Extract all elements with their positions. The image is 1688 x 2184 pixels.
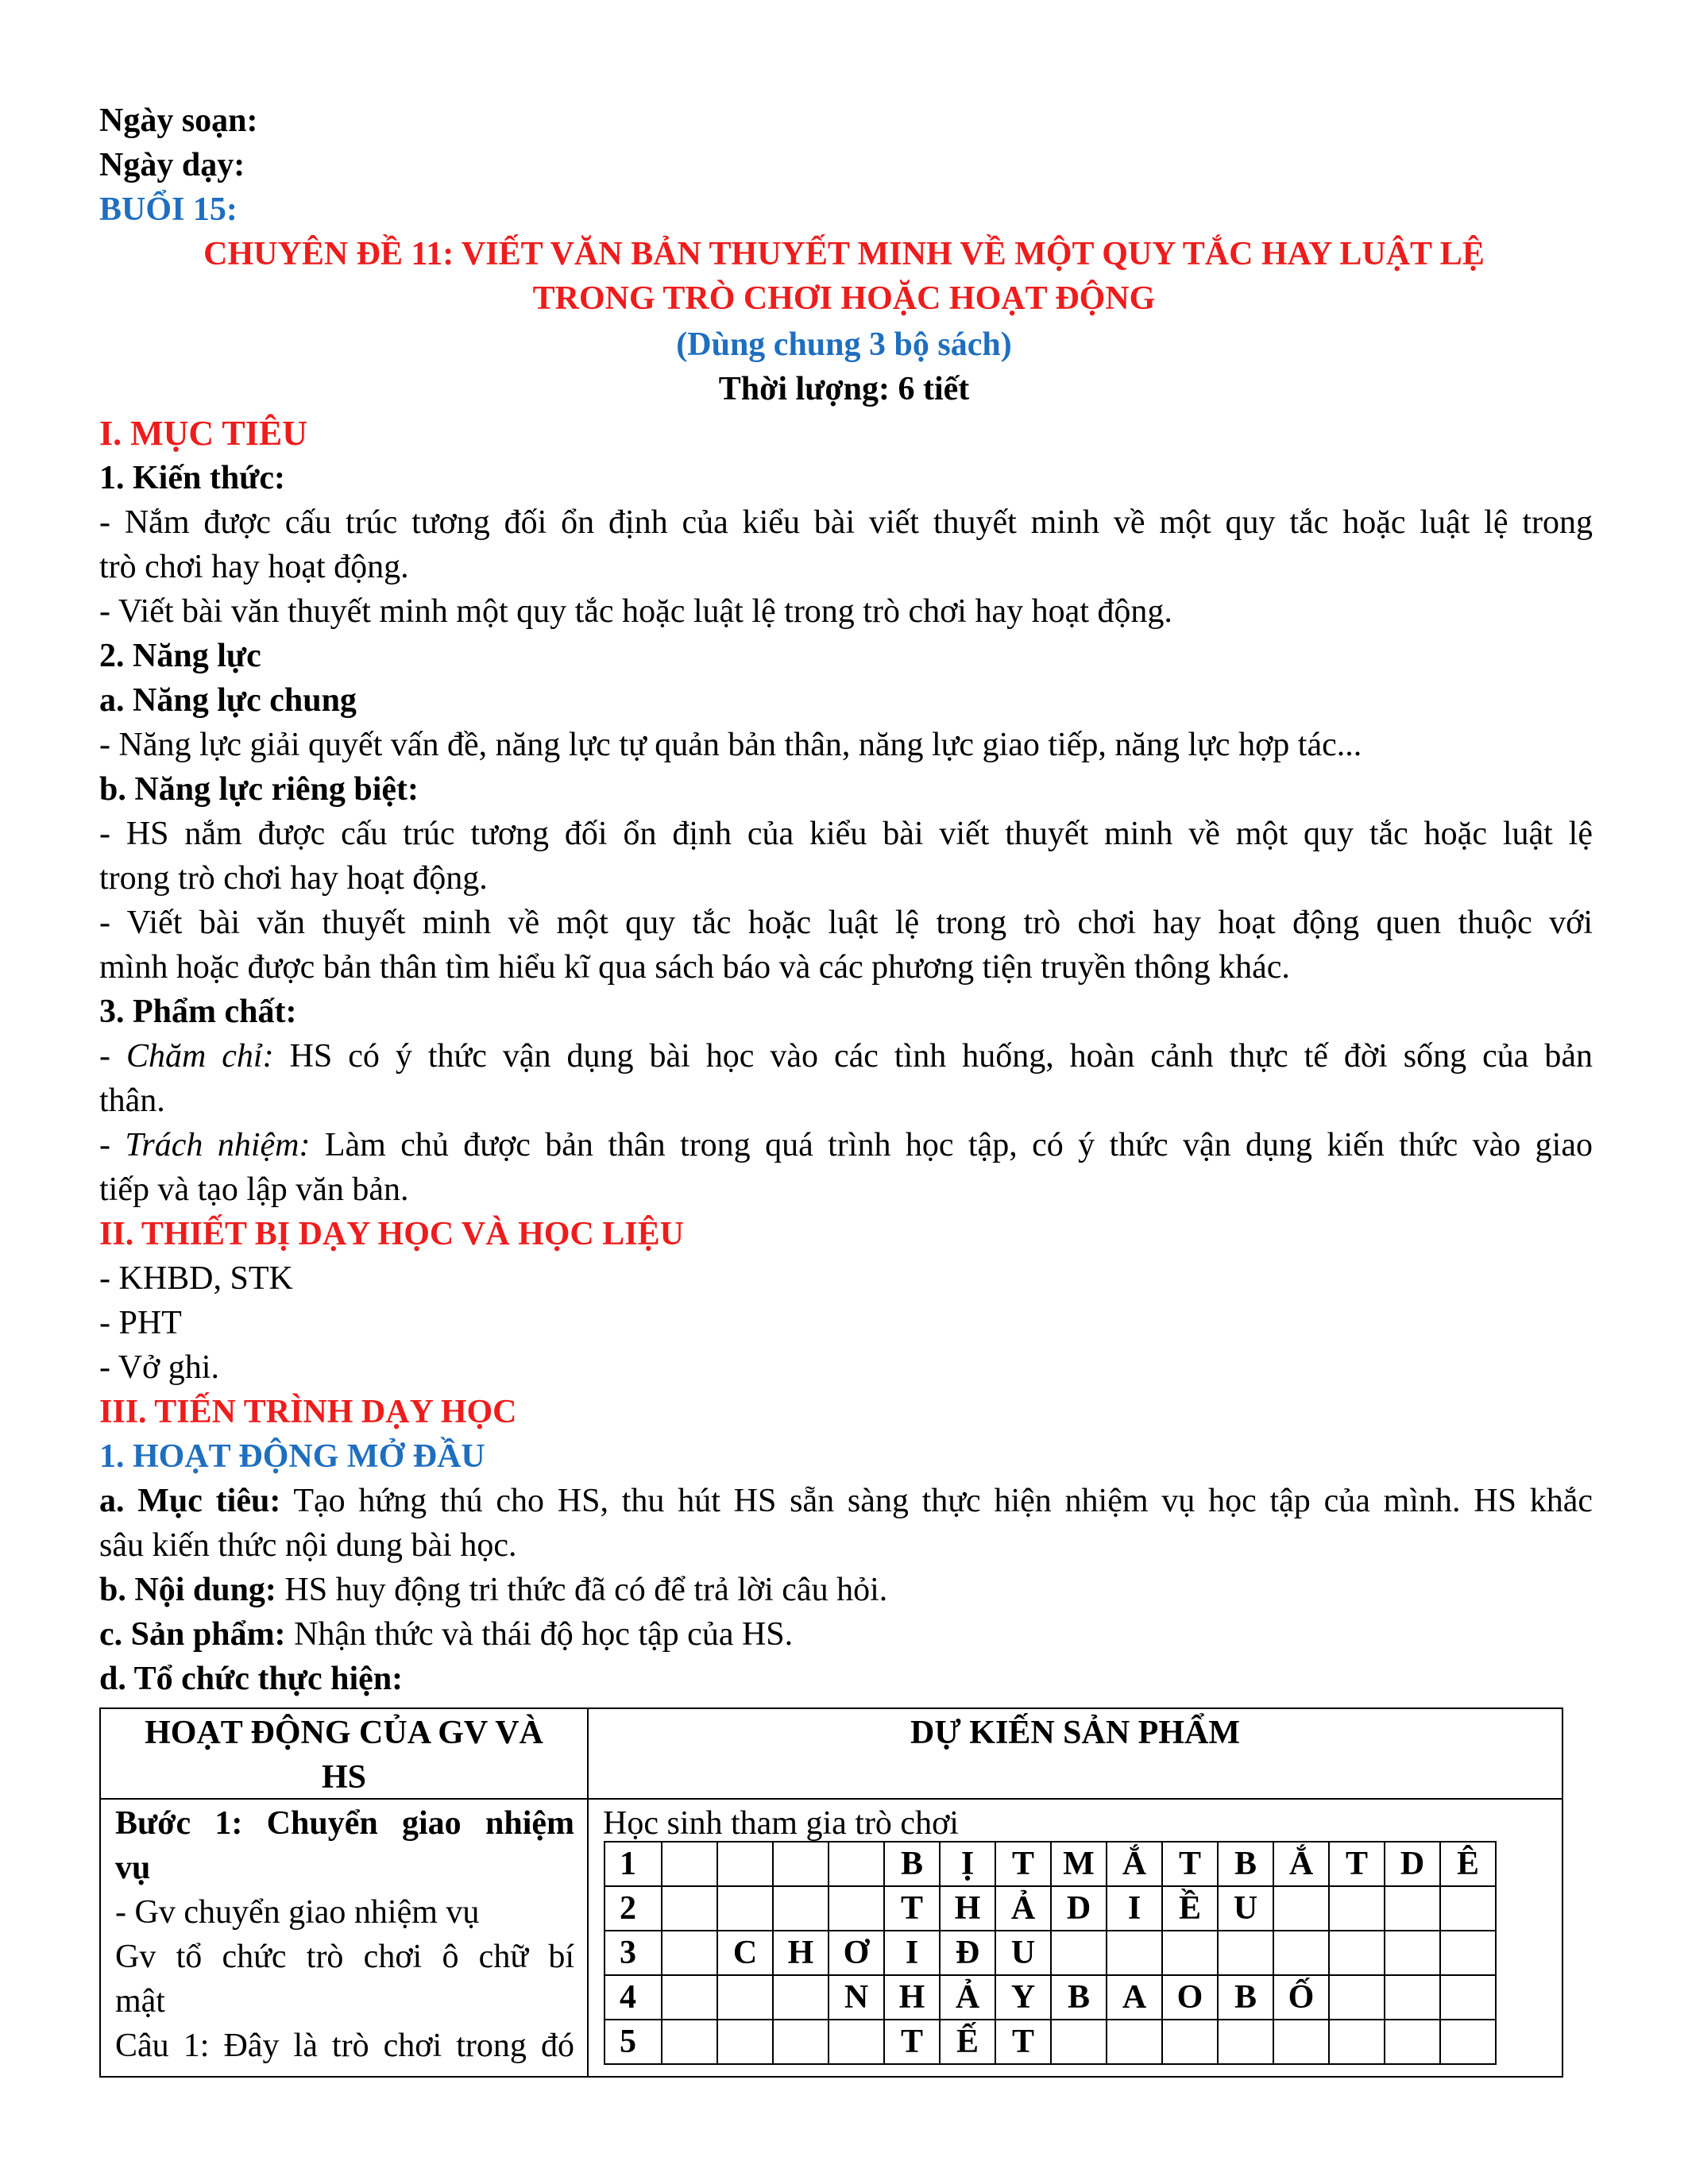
crossword-cell [829, 2020, 884, 2064]
crossword-row [605, 1931, 1496, 1975]
crossword-cell: A [1107, 1975, 1162, 2020]
kien-thuc-line-1: - Nắm được cấu trúc tương đối ổn định của kiểu bài viết thuyết minh về một quy tắc hoặc luật lệ trong [99, 504, 1593, 541]
crossword-cell [1162, 1931, 1218, 1975]
pc2-prefix: - [99, 1127, 126, 1163]
crossword-cell [1218, 2020, 1273, 2064]
pham-chat-line-4: tiếp và tạo lập văn bản. [99, 1171, 409, 1208]
crossword-cell: T [1162, 1842, 1218, 1886]
san-pham-label: c. Sản phẩm: [99, 1616, 286, 1653]
crossword-cell: H [940, 1886, 995, 1931]
crossword-cell [717, 1975, 773, 2020]
crossword-cell: Đ [940, 1931, 995, 1975]
pc2-text: Làm chủ được bản thân trong quá trình học tập, có ý thức vận dụng kiến thức vào giao [310, 1127, 1593, 1163]
crossword-cell [1440, 1931, 1496, 1975]
nang-luc-rieng-line-2: trong trò chơi hay hoạt động. [99, 860, 488, 897]
col2-header: DỰ KIẾN SẢN PHẨM [910, 1715, 1240, 1751]
kien-thuc-line-2: trò chơi hay hoạt động. [99, 549, 409, 585]
san-pham-text: Nhận thức và thái độ học tập của HS. [285, 1616, 794, 1653]
gv-to-chuc-line-1: Gv tổ chức trò chơi ô chữ bí [115, 1939, 574, 1975]
to-chuc-label: d. Tổ chức thực hiện: [99, 1661, 404, 1697]
crossword-cell [1273, 1931, 1329, 1975]
kien-thuc-line-3: - Viết bài văn thuyết minh một quy tắc hoặc luật lệ trong trò chơi hay hoạt động. [99, 593, 1172, 630]
hoc-lieu-item-1: - KHBD, STK [99, 1260, 293, 1297]
pc2-label: Trách nhiệm: [125, 1127, 311, 1163]
nang-luc-heading: 2. Năng lực [99, 638, 261, 674]
crossword-row [605, 2020, 1496, 2064]
crossword-cell [662, 1931, 717, 1975]
crossword-cell: B [1218, 1842, 1273, 1886]
ngay-soan: Ngày soạn: [99, 102, 258, 139]
crossword-cell: T [995, 2020, 1051, 2064]
crossword-cell: Ị [940, 1842, 995, 1886]
crossword-cell: H [884, 1975, 940, 2020]
muc-tieu-label: a. Mục tiêu: [99, 1483, 281, 1519]
nang-luc-chung-line: - Năng lực giải quyết vấn đề, năng lực tự quản bản thân, năng lực giao tiếp, năng lực hợp tác... [99, 727, 1362, 763]
buoc-1-line-2: vụ [115, 1850, 151, 1886]
crossword-cell [1329, 2020, 1385, 2064]
crossword-cell [773, 1842, 829, 1886]
crossword-cell [1440, 1886, 1496, 1931]
crossword-cell [829, 1886, 884, 1931]
crossword-row [605, 1842, 1496, 1886]
crossword-cell [717, 1842, 773, 1886]
noi-dung-text: HS huy động tri thức đã có để trả lời câu hỏi. [276, 1572, 888, 1608]
crossword-cell [1218, 1931, 1273, 1975]
duration: Thời lượng: 6 tiết [718, 371, 970, 407]
crossword-cell: Ắ [1273, 1842, 1329, 1886]
muc-tieu-line-2: sâu kiến thức nội dung bài học. [99, 1527, 517, 1564]
crossword-row-number: 2 [605, 1886, 662, 1931]
crossword-cell [773, 2020, 829, 2064]
hoc-lieu-item-2: - PHT [99, 1305, 182, 1341]
crossword-cell: B [1051, 1975, 1107, 2020]
crossword-cell: T [884, 1886, 940, 1931]
section-2-heading: II. THIẾT BỊ DẠY HỌC VÀ HỌC LIỆU [99, 1216, 684, 1252]
crossword-cell [662, 1842, 717, 1886]
crossword-cell [1329, 1975, 1385, 2020]
pham-chat-heading: 3. Phẩm chất: [99, 994, 297, 1030]
cau-1: Câu 1: Đây là trò chơi trong đó [115, 2028, 574, 2064]
nang-luc-chung-heading: a. Năng lực chung [99, 682, 357, 719]
pc1-label: Chăm chỉ: [126, 1038, 274, 1075]
crossword-cell: T [1329, 1842, 1385, 1886]
crossword-cell: Ề [1162, 1886, 1218, 1931]
crossword-cell [1385, 1975, 1440, 2020]
pham-chat-line-3 [99, 1123, 1593, 1167]
crossword-cell [1107, 2020, 1162, 2064]
buoc-1-line-1: Bước 1: Chuyển giao nhiệm [115, 1805, 574, 1842]
san-pham-line [99, 1612, 1593, 1657]
title-line-1: CHUYÊN ĐỀ 11: VIẾT VĂN BẢN THUYẾT MINH VỀ MỘT QUY TẮC HAY LUẬT LỆ [203, 236, 1485, 272]
gv-chuyen-giao: - Gv chuyển giao nhiệm vụ [115, 1894, 480, 1931]
crossword-cell [1440, 2020, 1496, 2064]
gv-to-chuc-line-2: mật [115, 1983, 165, 2020]
crossword-row-number: 1 [605, 1842, 662, 1886]
crossword-cell: D [1051, 1886, 1107, 1931]
pc1-text: HS có ý thức vận dụng bài học vào các tình huống, hoàn cảnh thực tế đời sống của bản [273, 1038, 1593, 1075]
nang-luc-rieng-heading: b. Năng lực riêng biệt: [99, 771, 419, 808]
pham-chat-line-1 [99, 1034, 1593, 1078]
nang-luc-rieng-line-1: - HS nắm được cấu trúc tương đối ổn định của kiểu bài viết thuyết minh về một quy tắc hoặc luật lệ [99, 816, 1593, 852]
table-column-divider [587, 1709, 589, 2076]
noi-dung-line [99, 1568, 1593, 1612]
pc1-prefix: - [99, 1038, 126, 1075]
crossword-cell [1273, 2020, 1329, 2064]
crossword-cell: Ố [1273, 1975, 1329, 2020]
crossword-cell [1162, 2020, 1218, 2064]
crossword-cell: Y [995, 1975, 1051, 2020]
crossword-row [605, 1886, 1496, 1931]
ngay-day: Ngày dạy: [99, 147, 245, 183]
crossword-cell [662, 1975, 717, 2020]
title-line-2: TRONG TRÒ CHƠI HOẶC HOẠT ĐỘNG [532, 280, 1156, 317]
muc-tieu-line-1 [99, 1479, 1593, 1523]
crossword-cell: U [1218, 1886, 1273, 1931]
crossword-cell [829, 1842, 884, 1886]
crossword-cell: B [884, 1842, 940, 1886]
crossword-row-number: 4 [605, 1975, 662, 2020]
crossword-cell [1385, 1931, 1440, 1975]
crossword-cell [1051, 1931, 1107, 1975]
section-1-heading: I. MỤC TIÊU [99, 414, 308, 453]
crossword-cell: O [1162, 1975, 1218, 2020]
crossword-cell [662, 2020, 717, 2064]
buoi-label: BUỔI 15: [99, 191, 238, 228]
hoat-dong-mo-dau-heading: 1. HOẠT ĐỘNG MỞ ĐẦU [99, 1438, 485, 1475]
crossword-cell [773, 1975, 829, 2020]
subtitle: (Dùng chung 3 bộ sách) [676, 326, 1012, 363]
section-3-heading: III. TIẾN TRÌNH DẠY HỌC [99, 1394, 517, 1430]
noi-dung-label: b. Nội dung: [99, 1572, 276, 1608]
crossword-cell: T [995, 1842, 1051, 1886]
crossword-cell [1385, 1886, 1440, 1931]
crossword-cell [717, 2020, 773, 2064]
crossword-cell: Ả [995, 1886, 1051, 1931]
kien-thuc-heading: 1. Kiến thức: [99, 460, 286, 496]
crossword-cell [1273, 1886, 1329, 1931]
crossword-cell [1107, 1931, 1162, 1975]
crossword-cell [773, 1886, 829, 1931]
col1-header-line-2: HS [321, 1759, 367, 1796]
crossword-cell: Ắ [1107, 1842, 1162, 1886]
crossword-cell: Ơ [829, 1931, 884, 1975]
crossword-cell: I [1107, 1886, 1162, 1931]
crossword-row-number: 5 [605, 2020, 662, 2064]
crossword-cell: C [717, 1931, 773, 1975]
crossword-cell: Ê [1440, 1842, 1496, 1886]
crossword-cell: H [773, 1931, 829, 1975]
crossword-cell: B [1218, 1975, 1273, 2020]
crossword-cell: I [884, 1931, 940, 1975]
crossword-cell [1329, 1886, 1385, 1931]
pham-chat-line-2: thân. [99, 1082, 165, 1119]
hoc-lieu-item-3: - Vở ghi. [99, 1349, 219, 1386]
muc-tieu-text: Tạo hứng thú cho HS, thu hút HS sẵn sàng thực hiện nhiệm vụ học tập của mình. HS khắc [280, 1483, 1593, 1519]
crossword-cell [662, 1886, 717, 1931]
crossword-cell: Ế [940, 2020, 995, 2064]
crossword-cell: D [1385, 1842, 1440, 1886]
col1-header-line-1: HOẠT ĐỘNG CỦA GV VÀ [145, 1715, 543, 1751]
crossword-cell [1440, 1975, 1496, 2020]
crossword-cell [1385, 2020, 1440, 2064]
nang-luc-rieng-line-4: mình hoặc được bản thân tìm hiểu kĩ qua sách báo và các phương tiện truyền thông khác. [99, 949, 1290, 986]
crossword-cell: U [995, 1931, 1051, 1975]
crossword-cell: M [1051, 1842, 1107, 1886]
crossword-cell: Ả [940, 1975, 995, 2020]
crossword-cell: N [829, 1975, 884, 2020]
crossword-row-number: 3 [605, 1931, 662, 1975]
crossword-row [605, 1975, 1496, 2020]
crossword-cell [717, 1886, 773, 1931]
hs-tham-gia: Học sinh tham gia trò chơi [603, 1805, 959, 1842]
nang-luc-rieng-line-3: - Viết bài văn thuyết minh về một quy tắc hoặc luật lệ trong trò chơi hay hoạt động quen thuộc với [99, 905, 1593, 941]
crossword-cell: T [884, 2020, 940, 2064]
crossword-cell [1051, 2020, 1107, 2064]
crossword-grid [604, 1841, 1497, 2065]
crossword-cell [1329, 1931, 1385, 1975]
